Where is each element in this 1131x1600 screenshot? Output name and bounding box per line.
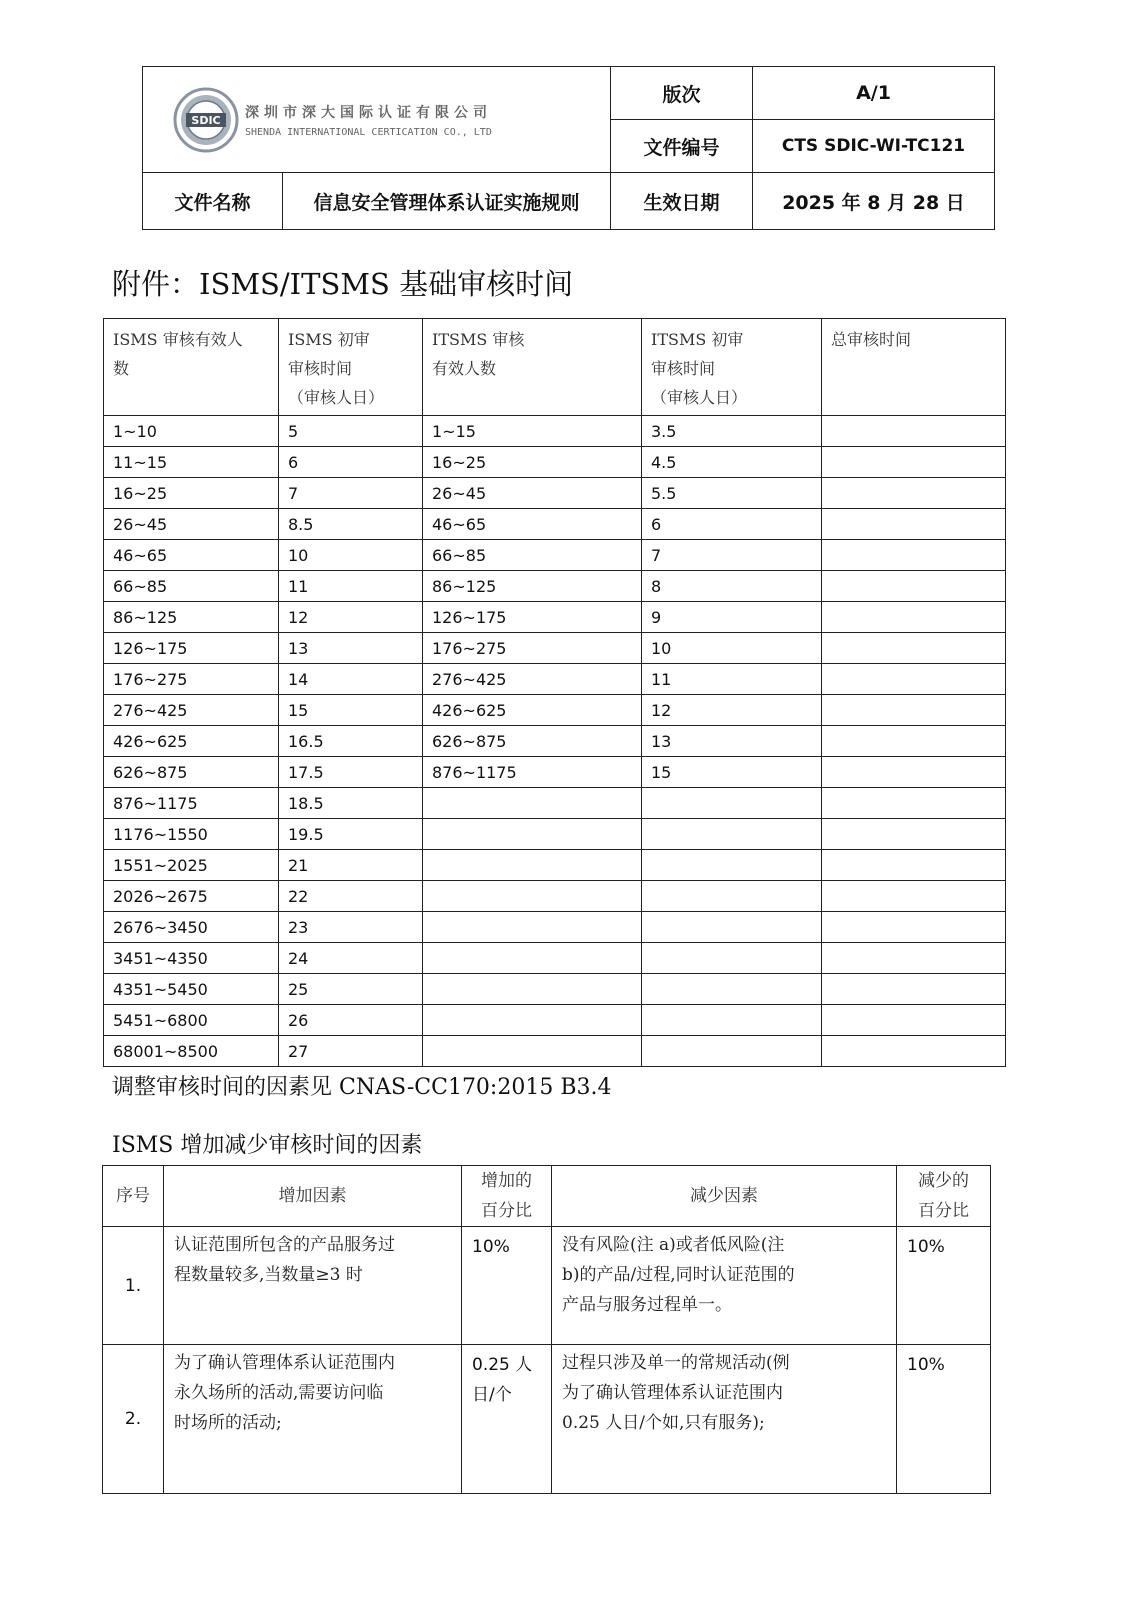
- table-cell: 11: [279, 571, 423, 602]
- table-row: [104, 912, 1006, 943]
- table-cell: 12: [642, 695, 822, 726]
- table-cell: 10: [279, 540, 423, 571]
- table-cell: [423, 850, 642, 881]
- table-cell: 5451~6800: [104, 1005, 279, 1036]
- factor-decrease-pct: 10%: [897, 1227, 991, 1345]
- table-cell: 12: [279, 602, 423, 633]
- factor-row: [103, 1227, 991, 1345]
- version-label: 版次: [611, 67, 753, 120]
- table-cell: [822, 819, 1006, 850]
- table-cell: 876~1175: [104, 788, 279, 819]
- table-row: [104, 540, 1006, 571]
- table-cell: 19.5: [279, 819, 423, 850]
- factors-table-title: ISMS 增加减少审核时间的因素: [112, 1133, 423, 1158]
- factor-increase: 认证范围所包含的产品服务过 程数量较多,当数量≥3 时: [164, 1227, 462, 1345]
- table-cell: 23: [279, 912, 423, 943]
- company-name-en: SHENDA INTERNATIONAL CERTICATION CO., LTD: [245, 126, 492, 138]
- base-header-cell: ITSMS 初审 审核时间 （审核人日）: [642, 319, 822, 416]
- table-cell: [822, 447, 1006, 478]
- base-audit-time-table: [103, 318, 1006, 1067]
- doc-name-label: 文件名称: [143, 173, 283, 230]
- table-cell: [822, 695, 1006, 726]
- doc-number-label: 文件编号: [611, 120, 753, 173]
- table-cell: 16~25: [104, 478, 279, 509]
- table-cell: [822, 602, 1006, 633]
- table-cell: 176~275: [104, 664, 279, 695]
- table-cell: [822, 912, 1006, 943]
- doc-number-value: CTS SDIC-WI-TC121: [753, 120, 995, 173]
- table-cell: [423, 881, 642, 912]
- header-increase-pct: 增加的 百分比: [462, 1166, 552, 1227]
- table-cell: [822, 1036, 1006, 1067]
- table-cell: 626~875: [423, 726, 642, 757]
- table-cell: 25: [279, 974, 423, 1005]
- table-row: [104, 633, 1006, 664]
- table-row: [104, 571, 1006, 602]
- table-cell: 86~125: [423, 571, 642, 602]
- table-row: [104, 478, 1006, 509]
- table-cell: 426~625: [104, 726, 279, 757]
- table-cell: 426~625: [423, 695, 642, 726]
- table-cell: 66~85: [423, 540, 642, 571]
- table-cell: 8: [642, 571, 822, 602]
- table-cell: 126~175: [423, 602, 642, 633]
- table-cell: [642, 850, 822, 881]
- table-cell: 4.5: [642, 447, 822, 478]
- table-cell: [423, 1036, 642, 1067]
- table-cell: 24: [279, 943, 423, 974]
- document-header-table: [142, 66, 995, 230]
- table-cell: 276~425: [423, 664, 642, 695]
- table-cell: [642, 974, 822, 1005]
- table-row: [104, 757, 1006, 788]
- table-cell: 68001~8500: [104, 1036, 279, 1067]
- table-cell: 1~10: [104, 416, 279, 447]
- header-seq: 序号: [103, 1166, 164, 1227]
- table-cell: 6: [642, 509, 822, 540]
- header-decrease-pct: 减少的 百分比: [897, 1166, 991, 1227]
- table-cell: [423, 819, 642, 850]
- table-row: [104, 602, 1006, 633]
- table-row: [104, 819, 1006, 850]
- table-cell: 14: [279, 664, 423, 695]
- table-cell: 46~65: [104, 540, 279, 571]
- table-cell: 6: [279, 447, 423, 478]
- table-cell: 13: [642, 726, 822, 757]
- table-row: [104, 943, 1006, 974]
- effective-date-value: 2025 年 8 月 28 日: [753, 173, 995, 230]
- table-cell: 13: [279, 633, 423, 664]
- table-cell: [822, 540, 1006, 571]
- table-cell: [423, 912, 642, 943]
- table-row: [104, 726, 1006, 757]
- table-cell: 176~275: [423, 633, 642, 664]
- table-cell: [822, 416, 1006, 447]
- table-cell: 17.5: [279, 757, 423, 788]
- doc-name-value: 信息安全管理体系认证实施规则: [283, 173, 611, 230]
- table-cell: [822, 726, 1006, 757]
- table-cell: [642, 1005, 822, 1036]
- table-cell: 7: [642, 540, 822, 571]
- table-cell: [423, 943, 642, 974]
- header-decrease: 减少因素: [552, 1166, 897, 1227]
- table-cell: 876~1175: [423, 757, 642, 788]
- table-cell: 3451~4350: [104, 943, 279, 974]
- table-cell: 2026~2675: [104, 881, 279, 912]
- table-cell: [642, 881, 822, 912]
- table-row: [104, 509, 1006, 540]
- table-cell: [423, 788, 642, 819]
- table-cell: [423, 1005, 642, 1036]
- company-name-cn: 深圳市深大国际认证有限公司: [245, 104, 492, 121]
- table-cell: 3.5: [642, 416, 822, 447]
- table-cell: [822, 1005, 1006, 1036]
- factor-seq: 2.: [103, 1345, 164, 1494]
- table-cell: [642, 788, 822, 819]
- table-cell: 2676~3450: [104, 912, 279, 943]
- effective-date-label: 生效日期: [611, 173, 753, 230]
- table-cell: 7: [279, 478, 423, 509]
- table-cell: 126~175: [104, 633, 279, 664]
- table-cell: [822, 509, 1006, 540]
- table-cell: 11~15: [104, 447, 279, 478]
- table-row: [104, 447, 1006, 478]
- table-row: [104, 850, 1006, 881]
- header-increase: 增加因素: [164, 1166, 462, 1227]
- adjust-factors-note: 调整审核时间的因素见 CNAS-CC170:2015 B3.4: [112, 1075, 612, 1100]
- base-header-cell: 总审核时间: [822, 319, 1006, 416]
- table-cell: 26~45: [423, 478, 642, 509]
- table-cell: [822, 571, 1006, 602]
- factor-row: [103, 1345, 991, 1494]
- table-cell: [822, 633, 1006, 664]
- table-cell: 626~875: [104, 757, 279, 788]
- factor-increase: 为了确认管理体系认证范围内 永久场所的活动,需要访问临 时场所的活动;: [164, 1345, 462, 1494]
- table-cell: 16.5: [279, 726, 423, 757]
- factor-decrease: 过程只涉及单一的常规活动(例 为了确认管理体系认证范围内 0.25 人日/个如,只有服务);: [552, 1345, 897, 1494]
- table-cell: 1176~1550: [104, 819, 279, 850]
- table-cell: 1551~2025: [104, 850, 279, 881]
- table-cell: 1~15: [423, 416, 642, 447]
- table-cell: 18.5: [279, 788, 423, 819]
- table-cell: 16~25: [423, 447, 642, 478]
- table-cell: 26: [279, 1005, 423, 1036]
- table-cell: [822, 943, 1006, 974]
- table-cell: 8.5: [279, 509, 423, 540]
- table-cell: 11: [642, 664, 822, 695]
- base-header-cell: ISMS 审核有效人 数: [104, 319, 279, 416]
- audit-time-factors-table: [102, 1165, 991, 1494]
- table-row: [104, 881, 1006, 912]
- factor-decrease: 没有风险(注 a)或者低风险(注 b)的产品/过程,同时认证范围的 产品与服务过程单一。: [552, 1227, 897, 1345]
- table-row: [104, 974, 1006, 1005]
- table-cell: 5: [279, 416, 423, 447]
- table-cell: 86~125: [104, 602, 279, 633]
- table-cell: 15: [279, 695, 423, 726]
- table-cell: 15: [642, 757, 822, 788]
- table-row: [104, 695, 1006, 726]
- table-cell: 9: [642, 602, 822, 633]
- company-logo-cell: [143, 67, 611, 173]
- table-row: [104, 788, 1006, 819]
- table-cell: 27: [279, 1036, 423, 1067]
- table-row: [104, 664, 1006, 695]
- table-cell: 46~65: [423, 509, 642, 540]
- base-header-cell: ISMS 初审 审核时间 （审核人日）: [279, 319, 423, 416]
- attachment-title: 附件：ISMS/ITSMS 基础审核时间: [112, 267, 574, 301]
- company-seal-icon: [173, 87, 239, 153]
- table-cell: [822, 664, 1006, 695]
- table-cell: [642, 943, 822, 974]
- table-cell: [822, 974, 1006, 1005]
- table-row: [104, 416, 1006, 447]
- table-cell: 4351~5450: [104, 974, 279, 1005]
- table-cell: [822, 881, 1006, 912]
- table-row: [104, 1036, 1006, 1067]
- logo-text: SDIC: [191, 113, 221, 127]
- factor-increase-pct: 10%: [462, 1227, 552, 1345]
- table-cell: [822, 788, 1006, 819]
- table-cell: 26~45: [104, 509, 279, 540]
- table-cell: [822, 850, 1006, 881]
- factor-increase-pct: 0.25 人 日/个: [462, 1345, 552, 1494]
- factor-seq: 1.: [103, 1227, 164, 1345]
- version-value: A/1: [753, 67, 995, 120]
- table-cell: 276~425: [104, 695, 279, 726]
- table-cell: [423, 974, 642, 1005]
- table-cell: [822, 757, 1006, 788]
- table-cell: 5.5: [642, 478, 822, 509]
- table-cell: [642, 819, 822, 850]
- table-cell: 66~85: [104, 571, 279, 602]
- table-cell: [642, 1036, 822, 1067]
- table-row: [104, 1005, 1006, 1036]
- table-cell: [642, 912, 822, 943]
- table-cell: 10: [642, 633, 822, 664]
- table-cell: 22: [279, 881, 423, 912]
- table-cell: [822, 478, 1006, 509]
- factor-decrease-pct: 10%: [897, 1345, 991, 1494]
- base-header-cell: ITSMS 审核 有效人数: [423, 319, 642, 416]
- table-cell: 21: [279, 850, 423, 881]
